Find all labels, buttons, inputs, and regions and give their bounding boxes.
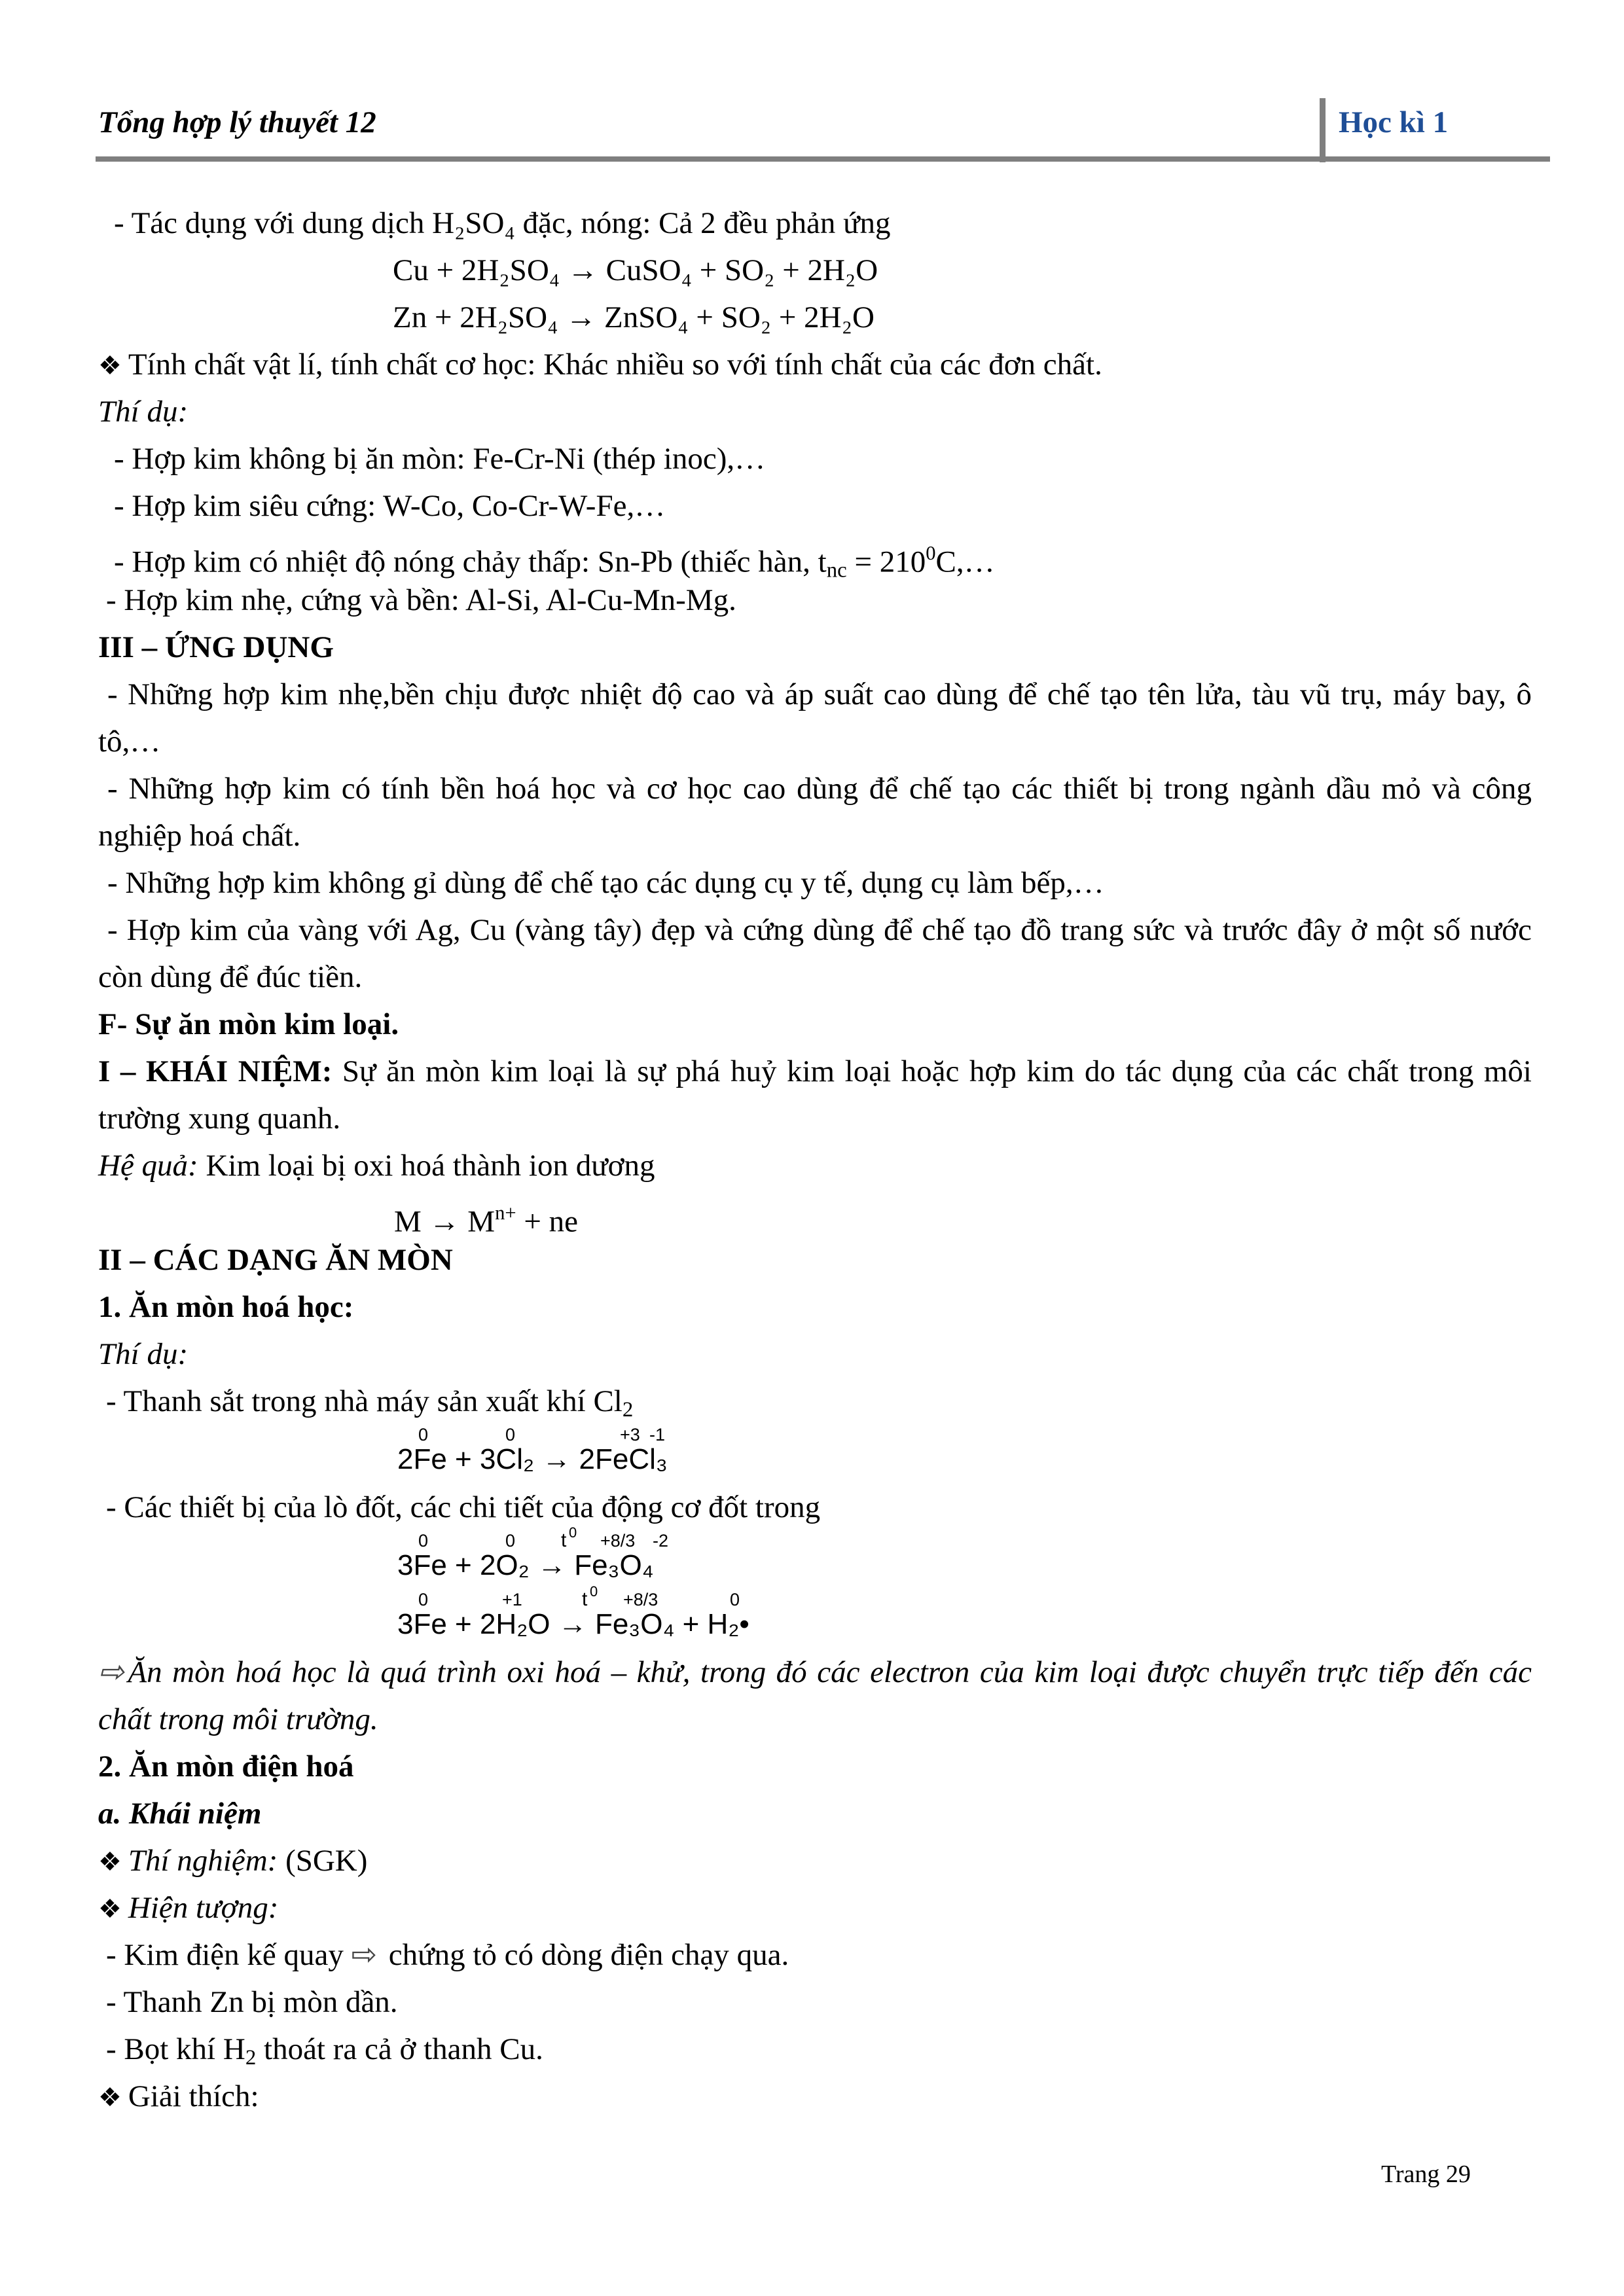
- hollow-arrow-icon: ⇨: [98, 1655, 124, 1689]
- paragraph: - Những hợp kim không gỉ dùng để chế tạo các dụng cụ y tế, dụng cụ làm bếp,…: [107, 866, 1104, 900]
- hollow-arrow-icon: ⇨: [351, 1938, 377, 1972]
- diamond-bullet-icon: ❖: [98, 1894, 122, 1924]
- text-line: - Tác dụng với dung dịch H₂SO₄ đặc, nóng: Cả 2 đều phản ứng: [114, 206, 891, 240]
- header-term: Học kì 1: [1339, 105, 1449, 139]
- list-item: - Bọt khí $H_2$ thoát ra cả ở thanh Cu.: [106, 2032, 543, 2070]
- example-label: Thí dụ:: [98, 395, 189, 429]
- example-label: Thí dụ:: [98, 1337, 189, 1371]
- paragraph: - Hợp kim của vàng với Ag, Cu (vàng tây) đẹp và cứng dùng để chế tạo đồ trang sức và trước đây ở một số nước còn dùng để đúc tiền.: [98, 913, 1532, 994]
- header-rule: [96, 156, 1550, 162]
- list-item: - Hợp kim nhẹ, cứng và bền: Al-Si, Al-Cu-Mn-Mg.: [106, 583, 736, 617]
- bullet-line: ❖ Giải thích:: [98, 2079, 259, 2113]
- equation: Zn + 2H₂SO₄ → ZnSO₄ + SO₂ + 2H₂O: [393, 300, 875, 334]
- reaction-equation: 0 +1 t 0 +8/3 0 3Fe + 2H₂O → Fe₃O₄ + H₂•: [397, 1583, 749, 1640]
- list-item: - Các thiết bị của lò đốt, các chi tiết của động cơ đốt trong: [106, 1490, 821, 1524]
- equation: $M \to M^{n+}$ + ne: [394, 1202, 578, 1239]
- reaction-equation: 0 0 +3 -1 2Fe + 3Cl₂ → 2FeCl₃: [397, 1425, 668, 1475]
- diamond-bullet-icon: ❖: [98, 1847, 122, 1876]
- equation: Cu + 2H₂SO₄ → CuSO₄ + SO₂ + 2H₂O: [393, 253, 878, 287]
- list-item: - Thanh sắt trong nhà máy sản xuất khí $Cl_2$: [106, 1384, 634, 1422]
- definition: I – KHÁI NIỆM: Sự ăn mòn kim loại là sự phá huỷ kim loại hoặc hợp kim do tác dụng của các chất trong môi trường xung quanh.: [98, 1054, 1532, 1136]
- page-number: Trang 29: [1381, 2161, 1471, 2188]
- paragraph: - Những hợp kim nhẹ,bền chịu được nhiệt độ cao và áp suất cao dùng để chế tạo tên lửa, tàu vũ trụ, máy bay, ô tô,…: [98, 677, 1532, 759]
- header-divider: [1320, 98, 1326, 162]
- section-heading: II – CÁC DẠNG ĂN MÒN: [98, 1243, 453, 1277]
- conclusion: ⇨ Ăn mòn hoá học là quá trình oxi hoá – khử, trong đó các electron của kim loại được chuyển trực tiếp đến các chất trong môi trường.: [98, 1655, 1532, 1736]
- list-item: - Thanh Zn bị mòn dần.: [106, 1985, 398, 2019]
- bullet-line: ❖ Tính chất vật lí, tính chất cơ học: Khác nhiều so với tính chất của các đơn chất.: [98, 348, 1102, 382]
- section-heading: III – ỨNG DỤNG: [98, 630, 334, 664]
- subsection-heading: 2. Ăn mòn điện hoá: [98, 1749, 354, 1784]
- list-item: - Kim điện kế quay ⇨ chứng tỏ có dòng điện chạy qua.: [106, 1938, 789, 1972]
- subsection-heading: 1. Ăn mòn hoá học:: [98, 1290, 354, 1324]
- bullet-line: ❖ Hiện tượng:: [98, 1891, 279, 1925]
- diamond-bullet-icon: ❖: [98, 2083, 122, 2112]
- list-item: - Hợp kim siêu cứng: W-Co, Co-Cr-W-Fe,…: [114, 489, 666, 523]
- reaction-equation: 0 0 t 0 +8/3 -2 3Fe + 2O₂ → Fe₃O₄: [397, 1524, 669, 1581]
- text-line: Hệ quả: Kim loại bị oxi hoá thành ion dương: [98, 1149, 655, 1183]
- paragraph: - Những hợp kim có tính bền hoá học và cơ học cao dùng để chế tạo các thiết bị trong ngành dầu mỏ và công nghiệp hoá chất.: [98, 772, 1532, 853]
- section-heading: F- Sự ăn mòn kim loại.: [98, 1007, 399, 1041]
- list-item: - Hợp kim có nhiệt độ nóng chảy thấp: Sn-Pb (thiếc hàn, $t_{nc}$ = $210^0C,\dots$: [114, 542, 995, 583]
- diamond-bullet-icon: ❖: [98, 351, 122, 380]
- subsection-heading: a. Khái niệm: [98, 1797, 262, 1831]
- header-title: Tổng hợp lý thuyết 12: [98, 105, 376, 139]
- page-content: [98, 200, 1532, 2120]
- list-item: - Hợp kim không bị ăn mòn: Fe-Cr-Ni (thép inoc),…: [114, 442, 766, 476]
- bullet-line: ❖ Thí nghiệm: (SGK): [98, 1844, 368, 1878]
